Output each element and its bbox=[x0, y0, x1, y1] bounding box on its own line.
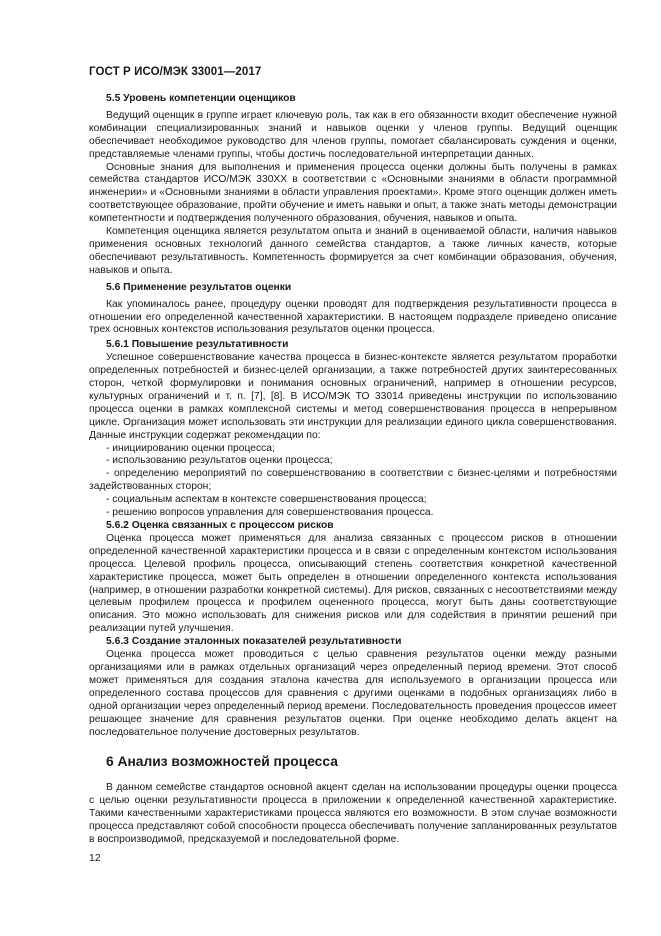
section-5-5-heading: 5.5 Уровень компетенции оценщиков bbox=[106, 93, 296, 104]
paragraph: Ведущий оценщик в группе играет ключевую роль, так как в его обязанности входит обеспечение нужной комбинации специализированных знаний и навыков оценки у членов группы. Ведущий оценщик обеспечивает необходимое руководство для членов группы, помогает сбалансировать суждения и оценки, представляемые членами группы, чтобы достичь последовательной интерпретации данных. bbox=[89, 109, 617, 160]
paragraph: В данном семействе стандартов основной акцент сделан на использовании процедуры оценки процесса с целью оценки результативности процесса в приложении к определенной качественной характеристике. Такими качественными характеристиками процесса являются его возможности. В этом случае возможности процесса представляют собой способности процесса обеспечивать получение запланированных результатов в воспроизводимой, предсказуемой и последовательной форме. bbox=[89, 782, 617, 846]
document-body bbox=[89, 93, 617, 847]
list-item: - инициированию оценки процесса; bbox=[106, 442, 275, 454]
paragraph: Компетенция оценщика является результатом опыта и знаний в оцениваемой области, наличия навыков применения основных технологий данного семейства стандартов, а также личных качеств, которые обеспечивают результативность. Компетенность формируется за счет комбинации образования, обучения, навыков и опыта. bbox=[89, 226, 617, 276]
paragraph: Оценка процесса может проводиться с целью сравнения результатов оценки между разными организациями или в рамках отдельных организаций через определенный период времени. Этот способ может применяться для создания эталона качества для используемого в организации процесса или определенного состава процессов для сравнения с другими оценками в подобных организациях либо в одной организации через определенный период времени. Последовательность проведения процессов имеет решающее значение для сравнения результатов оценки. При оценке необходимо делать акцент на последовательное получение достоверных результатов. bbox=[89, 649, 617, 738]
section-6-heading: 6 Анализ возможностей процесса bbox=[106, 754, 338, 770]
section-5-6-3-heading: 5.6.3 Создание эталонных показателей результативности bbox=[106, 636, 402, 648]
paragraph: Оценка процесса может применяться для анализа связанных с процессом рисков в отношении определенной качественной характеристики процесса и в связи с определенным контекстом использования процесса. Целевой профиль процесса, описывающий степень соответствия конкретной качественной характеристике процесса, может быть определен в отношении определенного контекста использования (например, в отношении разработки конкретной системы). Для рисков, связанных с несоответствиями между целевым профилем процесса и профилем оцененного процесса, могут быть даны соответствующие описания. Это можно использовать для снижения рисков или для содействия в принятии решений при реализации путей улучшения. bbox=[89, 532, 617, 635]
section-5-6-2-heading: 5.6.2 Оценка связанных с процессом рисков bbox=[106, 520, 334, 531]
list-item: - использованию результатов оценки процесса; bbox=[106, 455, 333, 467]
list-item: - определению мероприятий по совершенствованию в соответствии с бизнес-целями и потребностями задействованных сторон; bbox=[89, 468, 617, 493]
page-number: 12 bbox=[89, 852, 101, 864]
paragraph: Успешное совершенствование качества процесса в бизнес-контексте является результатом проработки определенных потребностей и бизнес-целей организации, а также потребностей других заинтересованных сторон, четкой формулировки и понимания основных ограничений, например в отношении ресурсов, культурных ограничений и т. п. [7], [8]. В ИСО/МЭК ТО 33014 приведены инструкции по использованию процесса оценки в рамках комплексной системы и метод совершенствования процесса в непрерывном цикле. Организация может использовать эти инструкции для реализации единого цикла совершенствования. Данные инструкции содержат рекомендации по: bbox=[89, 352, 617, 441]
list-item: - социальным аспектам в контексте совершенствования процесса; bbox=[106, 494, 427, 506]
paragraph: Как упоминалось ранее, процедуру оценки проводят для подтверждения результативности процесса в отношении его определенной качественной характеристики. В настоящем подразделе приведено описание трех основных контекстов использования результатов оценки процесса. bbox=[89, 298, 617, 336]
section-5-6-heading: 5.6 Применение результатов оценки bbox=[106, 281, 292, 293]
section-5-6-1-heading: 5.6.1 Повышение результативности bbox=[106, 339, 289, 351]
paragraph: Основные знания для выполнения и применения процесса оценки должны быть получены в рамках семейства стандартов ИСО/МЭК 330XX в соответствии с «Основными знаниями в области программной инженерии» и «Основными знаниями в области управления проектами». Кроме этого оценщик должен иметь соответствующее образование, пройти обучение и иметь навыки и опыт, а также знать методы демонстрации компетентности и подтверждения полученного образования, обучения, навыков и опыта. bbox=[89, 161, 617, 225]
document-code-header: ГОСТ Р ИСО/МЭК 33001—2017 bbox=[89, 66, 262, 78]
list-item: - решению вопросов управления для совершенствования процесса. bbox=[106, 507, 434, 519]
